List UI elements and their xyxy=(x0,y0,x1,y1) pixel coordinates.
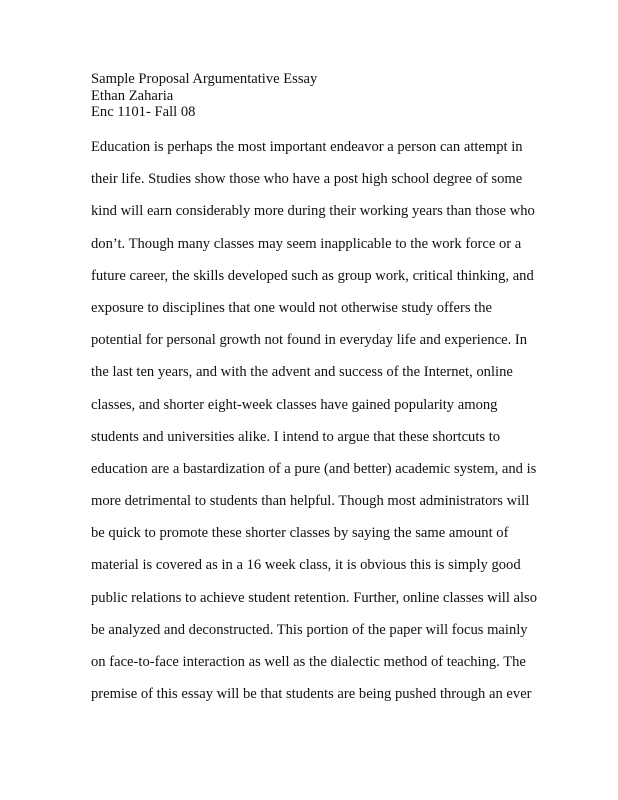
essay-title: Sample Proposal Argumentative Essay xyxy=(91,71,318,87)
body-line: classes, and shorter eight-week classes have gained popularity among xyxy=(91,396,498,413)
body-line: don’t. Though many classes may seem inapplicable to the work force or a xyxy=(91,235,522,252)
body-line: Education is perhaps the most important endeavor a person can attempt in xyxy=(91,139,523,155)
body-line: kind will earn considerably more during their working years than those who xyxy=(91,203,535,220)
body-line: be analyzed and deconstructed. This portion of the paper will focus mainly xyxy=(91,621,528,638)
body-line: potential for personal growth not found in everyday life and experience. In xyxy=(91,332,528,349)
body-line: education are a bastardization of a pure (and better) academic system, and is xyxy=(91,460,537,477)
body-line: public relations to achieve student retention. Further, online classes will also xyxy=(91,589,538,606)
body-line: be quick to promote these shorter classes by saying the same amount of xyxy=(91,525,509,542)
essay-body xyxy=(91,137,538,716)
body-line: material is covered as in a 16 week class, it is obvious this is simply good xyxy=(91,557,521,574)
body-line: their life. Studies show those who have a post high school degree of some xyxy=(91,171,523,188)
author-name: Ethan Zaharia xyxy=(91,87,174,104)
essay-header xyxy=(91,71,317,121)
body-line: on face-to-face interaction as well as the dialectic method of teaching. The xyxy=(91,654,526,670)
body-line: exposure to disciplines that one would not otherwise study offers the xyxy=(91,299,492,316)
body-line: students and universities alike. I intend to argue that these shortcuts to xyxy=(91,428,501,445)
body-line: more detrimental to students than helpful. Though most administrators will xyxy=(91,493,530,510)
body-line: the last ten years, and with the advent and success of the Internet, online xyxy=(91,364,513,381)
course-info: Enc 1101- Fall 08 xyxy=(91,104,196,120)
body-line: future career, the skills developed such as group work, critical thinking, and xyxy=(91,267,534,284)
body-line: premise of this essay will be that students are being pushed through an ever xyxy=(91,686,532,703)
